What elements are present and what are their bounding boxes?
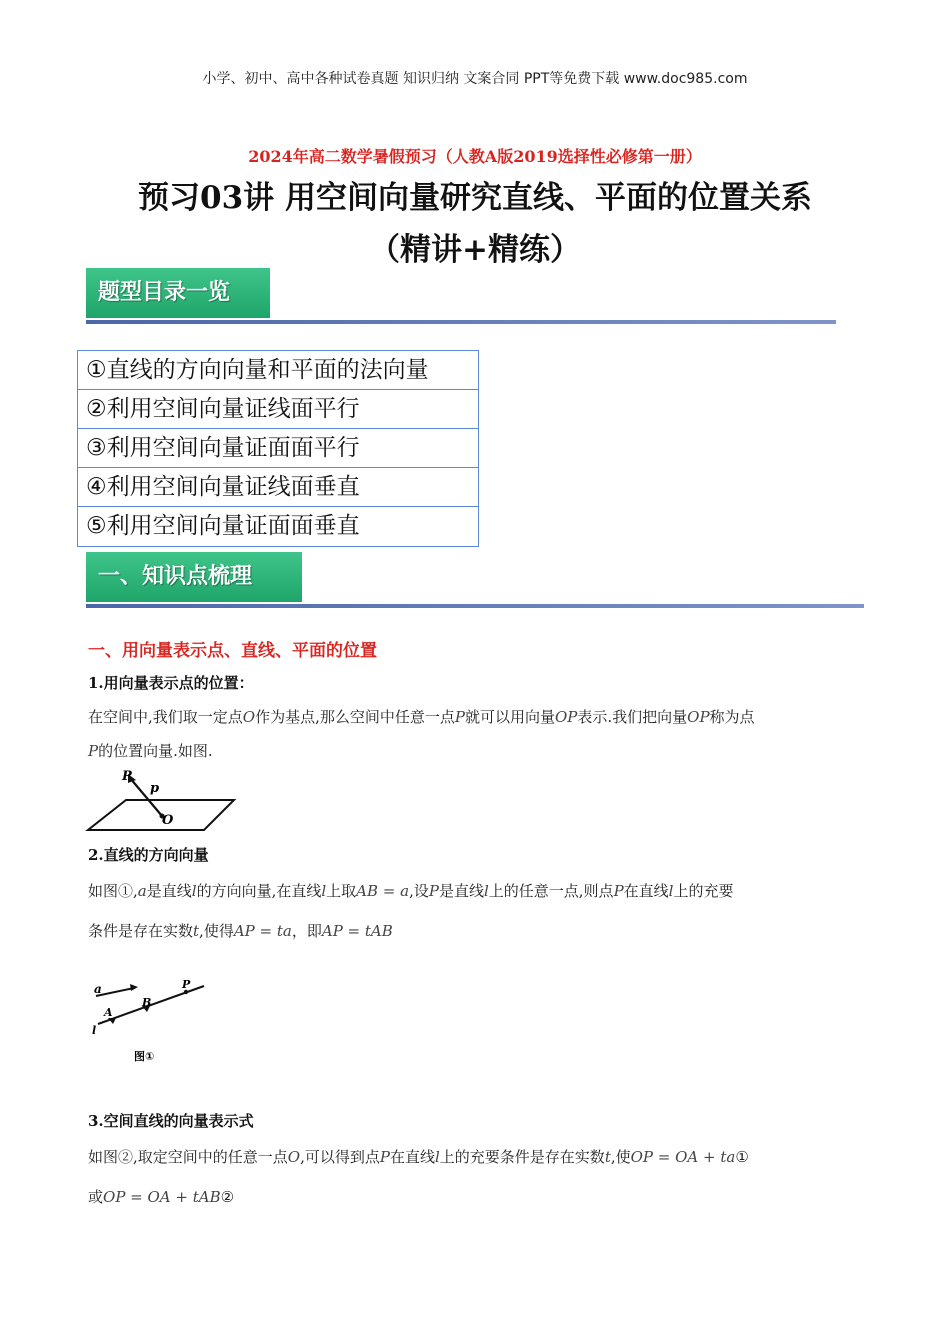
subheading-2: 2.直线的方向向量 <box>88 846 209 864</box>
toc-item[interactable]: ③利用空间向量证面面平行 <box>78 429 478 468</box>
figure-caption: 图① <box>134 1050 155 1063</box>
label-P: P <box>122 770 132 784</box>
subtitle: 2024年高二数学暑假预习（人教A版2019选择性必修第一册） <box>248 147 702 166</box>
page-title-line2: （精讲+精练） <box>369 232 581 268</box>
toc-item[interactable]: ②利用空间向量证线面平行 <box>78 390 478 429</box>
subheading-3: 3.空间直线的向量表示式 <box>88 1112 254 1130</box>
paragraph-1-line1: 在空间中,我们取一定点O作为基点,那么空间中任意一点P就可以用向量OP表示.我们把向量OP称为点 <box>88 708 755 726</box>
toc-table <box>77 350 479 547</box>
label-a: a <box>94 982 102 996</box>
toc-item[interactable]: ⑤利用空间向量证面面垂直 <box>86 513 360 539</box>
toc-item[interactable]: ④利用空间向量证线面垂直 <box>78 468 478 507</box>
figure-direction-vector <box>86 976 211 1066</box>
label-O: O <box>162 813 174 828</box>
paragraph-1-line2: P的位置向量.如图. <box>88 742 213 760</box>
paragraph-3-line2: 或OP = OA + tAB② <box>88 1188 235 1206</box>
paragraph-2-line1: 如图①,a是直线l的方向向量,在直线l上取AB = a,设P是直线l上的任意一点,则点P在直线l上的充要 <box>88 882 734 900</box>
label-p: p <box>150 781 160 796</box>
figure-position-vector <box>84 770 239 832</box>
toc-item[interactable]: ①直线的方向向量和平面的法向量 <box>78 351 478 390</box>
page-header: 小学、初中、高中各种试卷真题 知识归纳 文案合同 PPT等免费下载 www.doc985.com <box>202 71 748 87</box>
label-l: l <box>92 1024 97 1037</box>
banner-toc: 题型目录一览 <box>86 268 270 318</box>
paragraph-2-line2: 条件是存在实数t,使得AP = ta，即AP = tAB <box>88 922 393 940</box>
label-A: A <box>104 1006 113 1019</box>
page-title-line1: 预习03讲 用空间向量研究直线、平面的位置关系 <box>138 180 812 216</box>
subheading-1: 1.用向量表示点的位置： <box>88 674 254 692</box>
label-B: B <box>142 996 152 1009</box>
label-P: P <box>182 978 191 991</box>
paragraph-3-line1: 如图②,取定空间中的任意一点O,可以得到点P在直线l上的充要条件是存在实数t,使OP = OA + ta① <box>88 1148 749 1166</box>
banner-knowledge-underline <box>86 604 864 608</box>
section-heading: 一、用向量表示点、直线、平面的位置 <box>88 641 377 661</box>
banner-knowledge: 一、知识点梳理 <box>86 552 302 602</box>
banner-toc-underline <box>86 320 836 324</box>
